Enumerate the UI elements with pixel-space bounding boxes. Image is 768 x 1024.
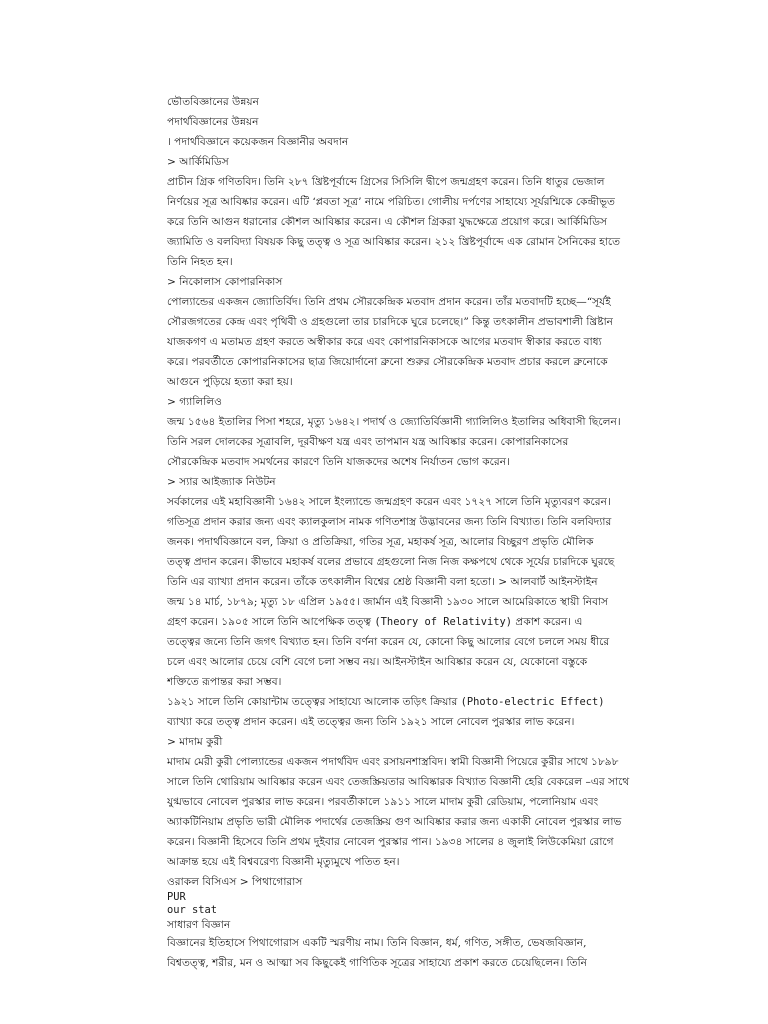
stray-text: PUR [167,892,186,903]
section-title-archimedes: > আর্কিমিডিস [167,156,229,168]
heading-physics: পদার্থবিজ্ঞানের উন্নয়ন [167,116,259,128]
paragraph-line: নির্ণয়ের সূত্র আবিষ্কার করেন। এটি ‘প্লবতা সূত্র’ নামে পরিচিত। গোলীয় দর্পণের সাহায্যে সূর্যরশ্মিকে কেন্দ্রীভূত [167,196,616,208]
paragraph-line: সালে তিনি থোরিয়াম আবিষ্কার করেন এবং তেজস্ক্রিয়তার আবিষ্কারক বিখ্যাত বিজ্ঞানী হেরি বেকরেল –এর সাথে [167,776,630,788]
text-run: গ্রহণ করেন। ১৯০৫ সালে তিনি আপেক্ষিক তত্ত্ব [167,616,375,628]
section-title-pythagoras: ওরাকল বিসিএস > পিথাগোরাস [167,876,303,888]
paragraph-line: তিনি নিহত হন। [167,256,233,268]
paragraph-line: ব্যাখ্যা করে তত্ত্ব প্রদান করেন। এই তত্ত্বের জন্য তিনি ১৯২১ সালে নোবেল পুরস্কার লাভ করেন। [167,716,575,728]
english-term: (Photo-electric Effect) [460,696,605,708]
text-run: ১৯২১ সালে তিনি কোয়ান্টাম তত্ত্বের সাহায্যে আলোক তড়িৎ ক্রিয়ার [167,696,461,708]
paragraph-line: করে তিনি আগুন ধরানোর কৌশল আবিষ্কার করেন। এ কৌশল গ্রিকরা যুদ্ধক্ষেত্রে প্রয়োগ করে। আর্কিমিডিস [167,216,608,228]
subheading-general-science: সাধারণ বিজ্ঞান [167,919,231,931]
paragraph-line: বিশ্বতত্ত্ব, শরীর, মন ও আত্মা সব কিছুকেই গাণিতিক সূত্রের সাহায্যে প্রকাশ করতে চেয়েছিলেন। তিনি [167,957,587,969]
paragraph-line: যুগ্মভাবে নোবেল পুরস্কার লাভ করেন। পরবর্তীকালে ১৯১১ সালে মাদাম কুরী রেডিয়াম, পলোনিয়াম এবং [167,796,599,808]
paragraph-line: তিনি এর ব্যাখ্যা প্রদান করেন। তাঁকে তৎকালীন বিশ্বের শ্রেষ্ঠ বিজ্ঞানী বলা হতো। > আলবার্ট আইনস্টাইন [167,576,598,588]
paragraph-line: তিনি সরল দোলকের সূত্রাবলি, দূরবীক্ষণ যন্ত্র এবং তাপমান যন্ত্র আবিষ্কার করেন। কোপারনিকাসের [167,436,569,448]
document-body [167,92,752,973]
paragraph-line: সৌরজগতের কেন্দ্র এবং পৃথিবী ও গ্রহগুলো তার চারদিকে ঘুরে চলেছে।” কিন্তু তৎকালীন প্রভাবশালী খ্রিষ্টান [167,316,613,328]
section-title-curie: > মাদাম কুরী [167,736,223,748]
paragraph-line: প্রাচীন গ্রিক গণিতবিদ। তিনি ২৮৭ খ্রিষ্টপূর্বাব্দে গ্রিসের সিসিলি দ্বীপে জন্মগ্রহণ করেন। তিনি ধাতুর ভেজাল [167,176,605,188]
text-run: প্রকাশ করেন। এ [512,616,583,628]
paragraph-line: মাদাম মেরী কুরী পোল্যান্ডের একজন পদার্থবিদ এবং রসায়নশাস্ত্রবিদ। স্বামী বিজ্ঞানী পিয়েরে কুরীর সাথে ১৮৯৮ [167,756,619,768]
paragraph-line: তত্ত্বের জন্যে তিনি জগৎ বিখ্যাত হন। তিনি বর্ণনা করেন যে, কোনো কিছু আলোর বেগে চললে সময় ধীরে [167,636,610,648]
paragraph-line: যাজকগণ এ মতামত গ্রহণ করতে অস্বীকার করে এবং কোপারনিকাসকে আগের মতবাদ স্বীকার করতে বাধ্য [167,336,602,348]
paragraph-line: আগুনে পুড়িয়ে হত্যা করা হয়। [167,376,293,388]
paragraph-line: সর্বকালের এই মহাবিজ্ঞানী ১৬৪২ সালে ইংল্যান্ডে জন্মগ্রহণ করেন এবং ১৭২৭ সালে তিনি মৃত্যুবরণ করেন। [167,496,611,508]
heading-physical-science: ভৌতবিজ্ঞানের উন্নয়ন [167,96,259,108]
paragraph-line: জনক। পদার্থবিজ্ঞানে বল, ক্রিয়া ও প্রতিক্রিয়া, গতির সূত্র, মহাকর্ষ সূত্র, আলোর বিচ্ছুরণ প্রভৃতি মৌলিক [167,536,594,548]
heading-contributions: । পদার্থবিজ্ঞানে কয়েকজন বিজ্ঞানীর অবদান [167,136,349,148]
section-title-copernicus: > নিকোলাস কোপারনিকাস [167,276,283,288]
english-term: (Theory of Relativity) [374,616,513,628]
paragraph-line [167,692,752,712]
paragraph-line: করে। পরবর্তীতে কোপারনিকাসের ছাত্র জিয়োর্দানো ব্রুনো শুরুর সৌরকেন্দ্রিক মতবাদ প্রচার করলে ব্রুনোকে [167,356,608,368]
section-title-galileo: > গ্যালিলিও [167,396,222,408]
paragraph-line: জন্ম ১৫৬৪ ইতালির পিসা শহরে, মৃত্যু ১৬৪২। পদার্থ ও জ্যোতির্বিজ্ঞানী গ্যালিলিও ইতালির অধিবাসী ছিলেন। [167,416,621,428]
paragraph-line: গতিসূত্র প্রদান করার জন্য এবং ক্যালকুলাস নামক গণিতশাস্ত্র উদ্ভাবনের জন্য তিনি বিখ্যাত। তিনি বলবিদ্যার [167,516,612,528]
paragraph-line: বিজ্ঞানের ইতিহাসে পিথাগোরাস একটি স্মরণীয় নাম। তিনি বিজ্ঞান, ধর্ম, গণিত, সঙ্গীত, ভেষজবিজ্ঞান, [167,937,587,949]
paragraph-line: করেন। বিজ্ঞানী হিসেবে তিনি প্রথম দুইবার নোবেল পুরস্কার পান। ১৯৩৪ সালের ৪ জুলাই লিউকেমিয়া রোগে [167,836,614,848]
paragraph-line: শক্তিতে রূপান্তর করা সম্ভব। [167,676,282,688]
paragraph-line: আক্রান্ত হয়ে এই বিশ্ববরেণ্য বিজ্ঞানী মৃত্যুমুখে পতিত হন। [167,856,400,868]
stray-text: our stat [167,904,218,916]
paragraph-line: সৌরকেন্দ্রিক মতবাদ সমর্থনের কারণে তিনি যাজকদের অশেষ নির্যাতন ভোগ করেন। [167,456,510,468]
paragraph-line: পোল্যান্ডের একজন জ্যোতির্বিদ। তিনি প্রথম সৌরকেন্দ্রিক মতবাদ প্রদান করেন। তাঁর মতবাদটি হচ্ছে—“সূর্যই [167,296,611,308]
paragraph-line: চলে এবং আলোর চেয়ে বেশি বেগে চলা সম্ভব নয়। আইনস্টাইন আবিষ্কার করেন যে, যেকোনো বস্তুকে [167,656,588,668]
paragraph-line: তত্ত্ব প্রদান করেন। কীভাবে মহাকর্ষ বলের প্রভাবে গ্রহগুলো নিজ নিজ কক্ষপথে থেকে সূর্যের চারদিকে ঘুরছে [167,556,615,568]
section-title-newton: > স্যার আইজ্যাক নিউটন [167,476,276,488]
paragraph-line: জন্ম ১৪ মার্চ, ১৮৭৯; মৃত্যু ১৮ এপ্রিল ১৯৫৫। জার্মান এই বিজ্ঞানী ১৯৩০ সালে আমেরিকাতে স্থায়ী নিবাস [167,596,609,608]
paragraph-line: জ্যামিতি ও বলবিদ্যা বিষয়ক কিছু তত্ত্ব ও সূত্র আবিষ্কার করেন। ২১২ খ্রিষ্টপূর্বাব্দে এক রোমান সৈনিকের হাতে [167,236,621,248]
paragraph-line [167,612,752,632]
paragraph-line: অ্যাকটিনিয়াম প্রভৃতি ভারী মৌলিক পদার্থের তেজস্ক্রিয় গুণ আবিষ্কার করার জন্য একাকী নোবেল পুরস্কার লাভ [167,816,622,828]
